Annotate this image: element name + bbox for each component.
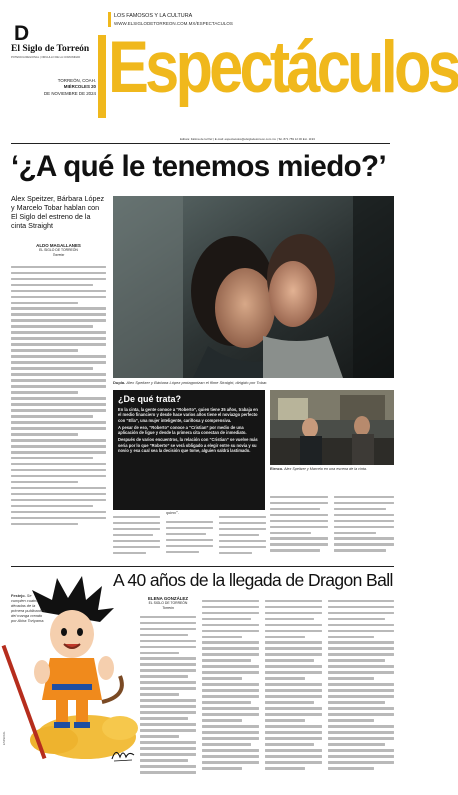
cast-photo <box>270 390 394 465</box>
lead-byline <box>11 243 106 258</box>
lead-photo-caption <box>113 380 394 385</box>
second-body-column-1 <box>140 612 196 787</box>
synopsis-title: ¿De qué trata? <box>118 394 182 404</box>
second-byline <box>140 596 196 611</box>
lead-body-column-2 <box>113 512 160 562</box>
lead-photo-image <box>113 196 394 378</box>
akira-signature-icon <box>110 745 136 763</box>
lead-photo <box>113 196 394 378</box>
lead-body-column-6 <box>334 492 394 562</box>
story-divider <box>11 566 394 567</box>
synopsis-p3: Después de varios encuentros, la relación con “Cristian” se vuelve más seria por lo que “Roberto” se verá obligado a elegir entre su novia y su novio y esa cual sea la decisión que tome, alguien saldrá lastimado. <box>118 437 258 454</box>
masthead <box>0 0 458 148</box>
newspaper-name: El Siglo de Torreón <box>11 44 90 54</box>
lead-photo-caption-label: Dupla. <box>113 380 126 385</box>
section-title: Espectáculos <box>108 27 458 108</box>
lead-quote-fragment: quiero”. <box>166 510 179 515</box>
synopsis-body <box>118 407 260 453</box>
lead-body-column-1 <box>11 262 106 562</box>
city-label: TORREÓN, COAH. <box>57 78 96 83</box>
second-caption-label: Festejo. <box>11 593 26 598</box>
lead-headline: ‘¿A qué le tenemos miedo?’ <box>11 150 387 183</box>
cast-photo-caption-label: Elenco. <box>270 467 284 471</box>
cast-photo-caption <box>270 467 394 472</box>
lead-byline-city: Torreón <box>52 253 65 257</box>
synopsis-box <box>113 390 265 510</box>
lead-deck: Alex Speitzer, Bárbara López y Marcelo Tobar hablan con El Siglo del estreno de la cinta Straight <box>11 194 105 230</box>
masthead-rule <box>11 143 390 144</box>
image-credit: ESPECIAL <box>2 731 6 745</box>
lead-byline-outlet: EL SIGLO DE TORREÓN <box>39 248 78 252</box>
second-byline-name: ELENA GONZÁLEZ <box>147 596 189 601</box>
second-body-column-4 <box>328 596 394 787</box>
cast-photo-image <box>270 390 394 465</box>
second-headline: A 40 años de la llegada de Dragon Ball <box>113 570 393 590</box>
akira-signature <box>110 745 136 763</box>
lead-body-column-5 <box>270 492 328 562</box>
lead-body-column-4 <box>219 512 266 562</box>
second-caption-text: Se cumplen cuatro décadas de la primera publicación del manga creado por Akira Toriyama. <box>11 593 45 623</box>
editor-line: Editora: Fátima de la Paz | E-mail: espectaculos@elsiglodetorreon.com.mx | Tel. 871 759 12 00 Ext. 1193 <box>180 137 315 141</box>
second-byline-outlet: EL SIGLO DE TORREÓN <box>148 601 188 605</box>
tagline-line-1: LOS FAMOSOS Y LA CULTURA <box>114 13 193 19</box>
synopsis-p2: A pesar de eso, “Roberto” conoce a “Cristian” por medio de una aplicación de ligue y desde la primera cita conectan de inmediato. <box>118 424 247 436</box>
second-caption <box>11 593 47 623</box>
synopsis-p1: En la cinta, la gente conoce a “Roberto”, quien tiene 35 años, trabaja en el medio financiero y desde hace varios años tiene el noviazgo perfecto con “Ella”, una mujer inteligente, cariñosa y comprensiva. <box>118 407 258 423</box>
lead-body-column-3 <box>166 512 213 562</box>
date-line-1: MIÉRCOLES 20 <box>63 84 96 90</box>
date-line-2: DE NOVIEMBRE DE 2024 <box>44 90 96 96</box>
accent-bar <box>98 35 106 118</box>
date-block <box>40 78 96 97</box>
lead-photo-caption-text: Alex Speitzer y Bárbara López protagonizan el filme Straight, dirigido por Tobar. <box>126 380 268 385</box>
tagline-line-2: WWW.ELSIGLODETORREON.COM.MX/ESPECTACULOS <box>114 21 233 26</box>
lead-byline-name: ALDO MAGALLANES <box>36 243 81 248</box>
newspaper-sub: POTENCIA REGIONAL | ORGULLO DE LA COMUNIDAD <box>11 56 81 59</box>
second-body-column-2 <box>202 596 259 787</box>
second-byline-city: Torreón <box>162 606 174 610</box>
second-body-column-3 <box>265 596 322 787</box>
section-letter: D <box>14 22 30 45</box>
cast-photo-caption-text: Alex Speitzer y Marcelo en una escena de la cinta. <box>284 467 367 471</box>
